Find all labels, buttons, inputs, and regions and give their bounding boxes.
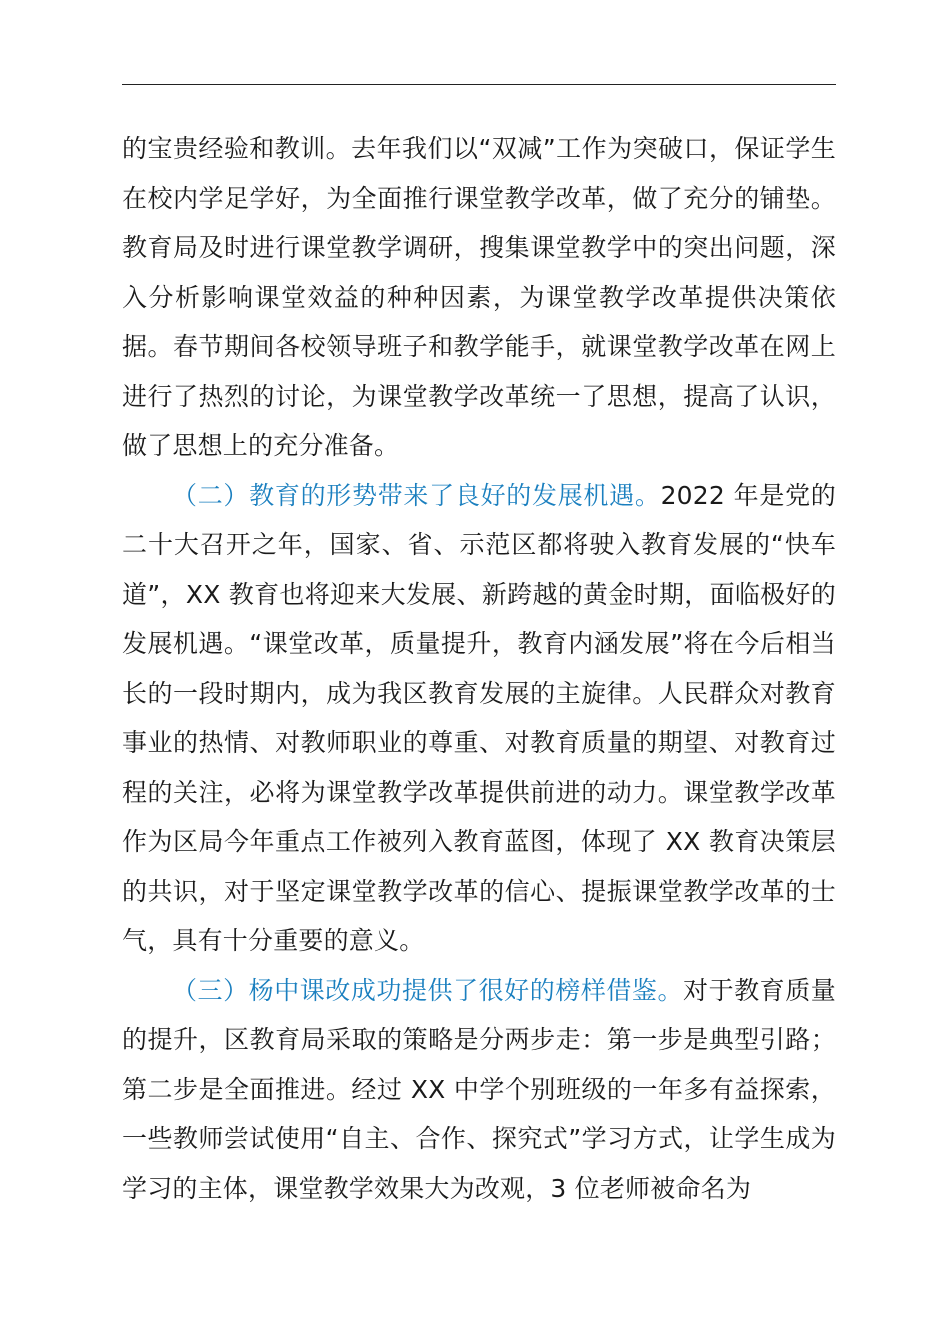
section-heading-3: （三）杨中课改成功提供了很好的榜样借鉴。	[172, 975, 684, 1005]
paragraph-continuation	[122, 124, 836, 471]
paragraph-section-3	[122, 966, 836, 1214]
paragraph-section-2	[122, 471, 836, 966]
paragraph-text: 的宝贵经验和教训。去年我们以“双减”工作为突破口，保证学生在校内学足学好，为全面推行课堂教学改革，做了充分的铺垫。教育局及时进行课堂教学调研，搜集课堂教学中的突出问题，深入分析影响课堂效益的种种因素，为课堂教学改革提供决策依据。春节期间各校领导班子和教学能手，就课堂教学改革在网上进行了热烈的讨论，为课堂教学改革统一了思想，提高了认识，做了思想上的充分准备。	[122, 134, 836, 460]
paragraph-text: 2022 年是党的二十大召开之年，国家、省、示范区都将驶入教育发展的“快车道”，XX 教育也将迎来大发展、新跨越的黄金时期，面临极好的发展机遇。“课堂改革，质量提升，教育内涵发展”将在今后相当长的一段时期内，成为我区教育发展的主旋律。人民群众对教育事业的热情、对教师职业的尊重、对教育质量的期望、对教育过程的关注，必将为课堂教学改革提供前进的动力。课堂教学改革作为区局今年重点工作被列入教育蓝图，体现了 XX 教育决策层的共识，对于坚定课堂教学改革的信心、提振课堂教学改革的士气，具有十分重要的意义。	[122, 480, 836, 955]
paragraph-text: 对于教育质量的提升，区教育局采取的策略是分两步走：第一步是典型引路；第二步是全面推进。经过 XX 中学个别班级的一年多有益探索，一些教师尝试使用“自主、合作、探究式”学习方式，让学生成为学习的主体，课堂教学效果大为改观，3 位老师被命名为	[122, 975, 836, 1203]
header-rule	[122, 84, 836, 85]
document-body	[122, 124, 836, 1213]
section-heading-2: （二）教育的形势带来了良好的发展机遇。	[172, 480, 661, 510]
